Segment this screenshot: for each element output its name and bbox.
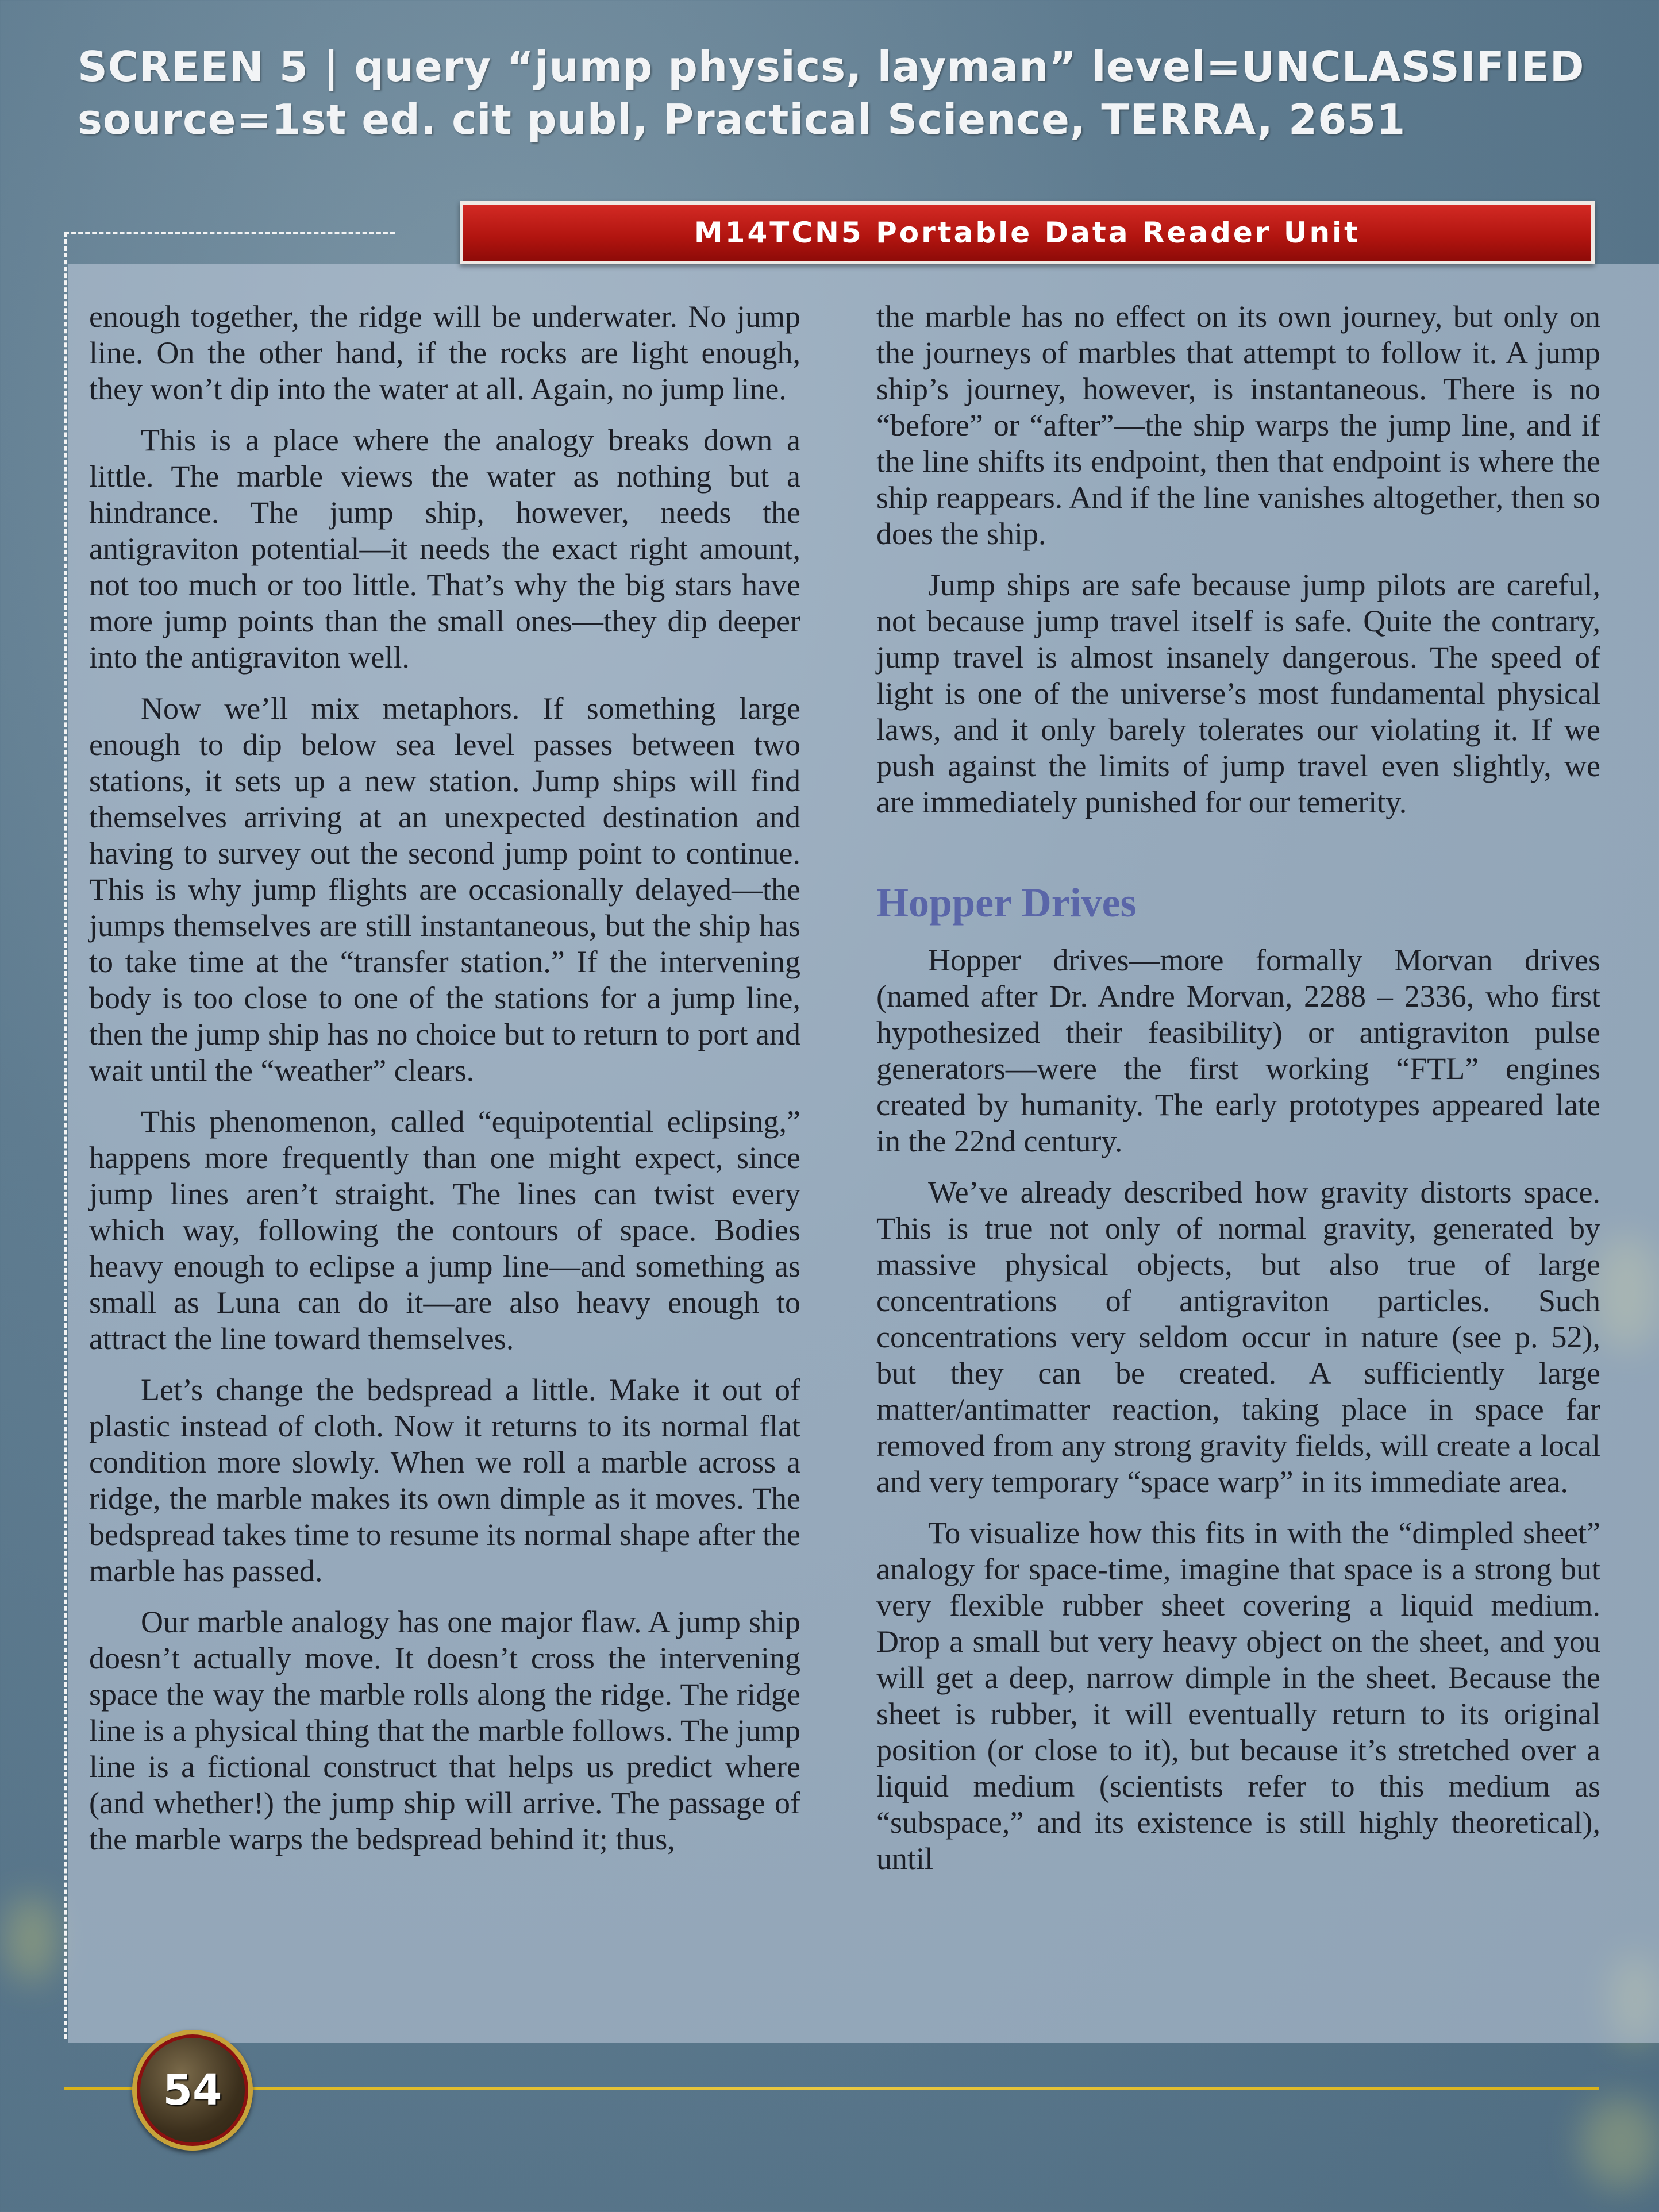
paragraph: Jump ships are safe because jump pilots are careful, not because jump travel itself is safe. Quite the contrary, jump travel is almost insanely dangerous. The speed of light is one of the universe’s most fundamental physical laws, and it only barely tolerates our violating it. If we push against the limits of jump travel even slightly, we are immediately punished for our temerity.	[876, 568, 1600, 819]
screen-header	[78, 40, 1584, 146]
paragraph: This phenomenon, called “equipotential eclipsing,” happens more frequently than one might expect, since jump lines aren’t straight. The lines can twist every which way, following the contours of space. Bodies heavy enough to eclipse a jump line—and something as small as Luna can do it—are also heavy enough to attract the line toward themselves.	[89, 1104, 800, 1356]
paragraph: Let’s change the bedspread a little. Make it out of plastic instead of cloth. Now it returns to its normal flat condition more slowly. When we roll a marble across a ridge, the marble makes its own dimple as it moves. The bedspread takes time to resume its normal shape after the marble has passed.	[89, 1373, 800, 1588]
device-banner-label: M14TCN5 Portable Data Reader Unit	[694, 216, 1361, 249]
page-number: 54	[163, 2065, 222, 2115]
footer-rule	[64, 2087, 1599, 2090]
paragraph: Now we’ll mix metaphors. If something large enough to dip below sea level passes between two stations, it sets up a new station. Jump ships will find themselves arriving at an unexpected destination and having to survey out the second jump point to continue. This is why jump flights are occasionally delayed—the jumps themselves are still instantaneous, but the ship has to take time at the “transfer station.” If the intervening body is too close to one of the stations for a jump line, then the jump ship has no choice but to return to port and wait until the “weather” clears.	[89, 691, 800, 1088]
device-banner	[460, 201, 1595, 264]
right-column	[876, 299, 1600, 1892]
header-source-line: source=1st ed. cit publ, Practical Science, TERRA, 2651	[78, 95, 1406, 144]
header-query-line: SCREEN 5 | query “jump physics, layman” level=UNCLASSIFIED	[78, 43, 1585, 91]
paragraph: To visualize how this fits in with the “dimpled sheet” analogy for space-time, imagine that space is a strong but very flexible rubber sheet covering a liquid medium. Drop a small but very heavy object on the sheet, and you will get a deep, narrow dimple in the sheet. Because the sheet is rubber, it will eventually return to its original position (or close to it), but because it’s stretched over a liquid medium (scientists refer to this medium as “subspace,” and its existence is still highly theoretical), until	[876, 1516, 1600, 1876]
page-number-badge	[132, 2030, 253, 2151]
paragraph: We’ve already described how gravity distorts space. This is true not only of normal gravity, generated by massive physical objects, but also true of large concentrations of antigraviton particles. Such concentrations very seldom occur in nature (see p. 52), but they can be created. A sufficiently large matter/antimatter reaction, taking place in space far removed from any strong gravity fields, will create a local and very temporary “space warp” in its immediate area.	[876, 1175, 1600, 1499]
paragraph: Hopper drives—more formally Morvan drives (named after Dr. Andre Morvan, 2288 – 2336, who first hypothesized their feasibility) or antigraviton pulse generators—were the first working “FTL” engines created by humanity. The early prototypes appeared late in the 22nd century.	[876, 943, 1600, 1158]
paragraph: enough together, the ridge will be underwater. No jump line. On the other hand, if the rocks are light enough, they won’t dip into the water at all. Again, no jump line.	[89, 299, 800, 406]
background-bokeh	[1580, 2097, 1659, 2189]
frame-dashed-left	[64, 232, 67, 2039]
paragraph: the marble has no effect on its own journey, but only on the journeys of marbles that attempt to follow it. A jump ship’s journey, however, is instantaneous. There is no “before” or “after”—the ship warps the jump line, and if the line shifts its endpoint, then that endpoint is where the ship reappears. And if the line vanishes altogether, then so does the ship.	[876, 299, 1600, 551]
paragraph: Our marble analogy has one major flaw. A jump ship doesn’t actually move. It doesn’t cross the intervening space the way the marble rolls along the ridge. The ridge line is a physical thing that the marble follows. The jump line is a fictional construct that helps us predict where (and whether!) the jump ship will arrive. The passage of the marble warps the bedspread behind it; thus,	[89, 1605, 800, 1856]
background-bokeh	[6, 1896, 57, 1982]
left-column	[89, 299, 800, 1872]
section-heading: Hopper Drives	[876, 880, 1137, 926]
paragraph: This is a place where the analogy breaks down a little. The marble views the water as nothing but a hindrance. The jump ship, however, needs the antigraviton potential—it needs the exact right amount, not too much or too little. That’s why the big stars have more jump points than the small ones—they dip deeper into the antigraviton well.	[89, 423, 800, 675]
frame-dashed-top	[64, 232, 395, 234]
